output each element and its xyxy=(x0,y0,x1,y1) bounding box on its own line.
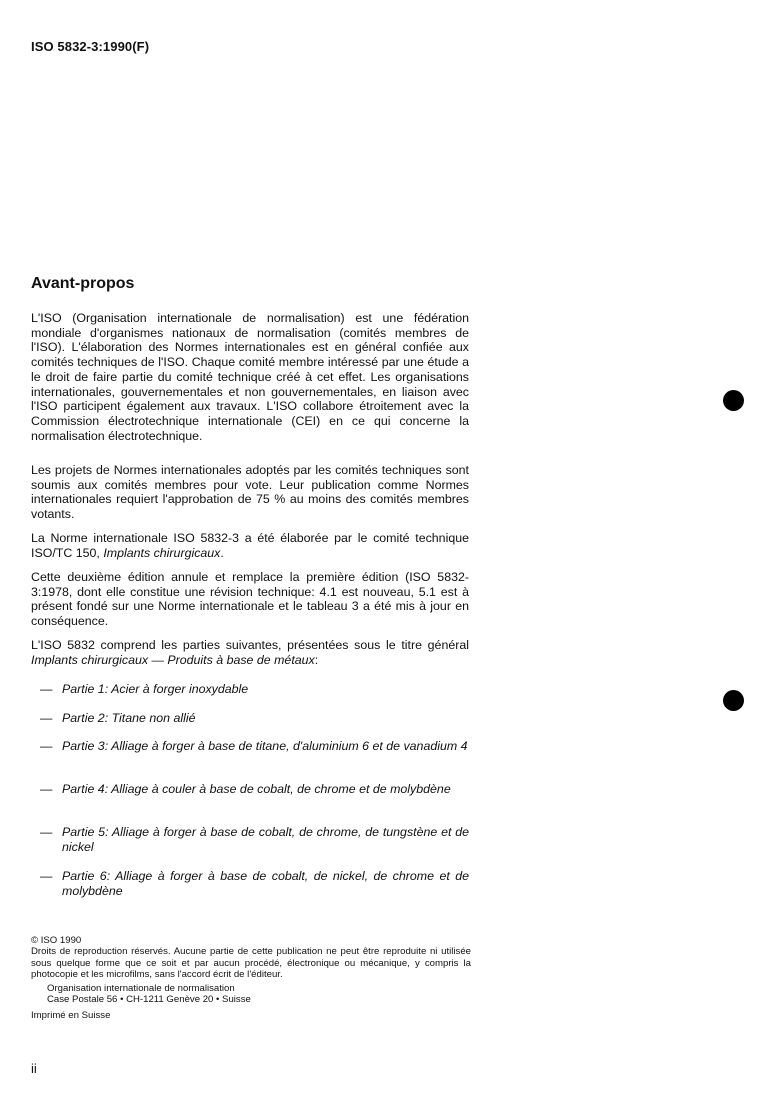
list-dash: — xyxy=(40,782,53,796)
binding-hole-icon xyxy=(723,390,744,411)
list-item-text: Partie 6: Alliage à forger à base de cobalt, de nickel, de chrome et de molybdène xyxy=(62,869,469,898)
copyright-block xyxy=(31,935,471,980)
paragraph-3: La Norme internationale ISO 5832-3 a été élaborée par le comité technique ISO/TC 150, Implants chirurgicaux. xyxy=(31,531,469,560)
list-item-text: Partie 2: Titane non allié xyxy=(62,711,196,725)
list-item-text: Partie 1: Acier à forger inoxydable xyxy=(62,682,249,696)
list-dash: — xyxy=(40,869,53,883)
organization-address xyxy=(47,983,251,1006)
list-dash: — xyxy=(40,711,53,725)
list-dash: — xyxy=(40,682,53,696)
list-dash: — xyxy=(40,739,53,753)
page-number: ii xyxy=(31,1061,37,1076)
paragraph-4: Cette deuxième édition annule et remplace la première édition (ISO 5832-3:1978, dont elle constitue une révision technique: 4.1 est nouveau, 5.1 est à présent fondé sur une Norme internationale et le tableau 3 a été mis à jour en conséquence. xyxy=(31,570,469,629)
paragraph-5: L'ISO 5832 comprend les parties suivantes, présentées sous le titre général Implants chirurgicaux — Produits à base de métaux: xyxy=(31,638,469,667)
binding-hole-icon xyxy=(723,690,744,711)
printed-in: Imprimé en Suisse xyxy=(31,1010,111,1021)
list-item-text: Partie 5: Alliage à forger à base de cobalt, de chrome, de tungstène et de nickel xyxy=(62,825,469,854)
list-item-text: Partie 4: Alliage à couler à base de cobalt, de chrome et de molybdène xyxy=(62,782,451,796)
paragraph-1: L'ISO (Organisation internationale de normalisation) est une fédération mondiale d'organismes nationaux de normalisation (comités membres de l'ISO). L'élaboration des Normes internationales est en général confiée aux comités techniques de l'ISO. Chaque comité membre intéressé par une étude a le droit de faire partie du comité technique créé à cet effet. Les organisations internationales, gouvernementales et non gouvernementales, en liaison avec l'ISO participent également aux travaux. L'ISO collabore étroitement avec la Commission électrotechnique internationale (CEI) en ce qui concerne la normalisation électrotechnique. xyxy=(31,311,469,443)
document-id: ISO 5832-3:1990(F) xyxy=(31,39,150,54)
rights-statement: Droits de reproduction réservés. Aucune partie de cette publication ne peut être reproduite ni utilisée sous quelque forme que ce soit et par aucun procédé, électronique ou mécanique, y compris la photocopie et les microfilms, sans l'accord écrit de l'éditeur. xyxy=(31,946,471,980)
org-postal: Case Postale 56 • CH-1211 Genève 20 • Suisse xyxy=(47,994,251,1006)
org-name: Organisation internationale de normalisation xyxy=(47,983,235,994)
paragraph-2: Les projets de Normes internationales adoptés par les comités techniques sont soumis aux comités membres pour vote. Leur publication comme Normes internationales requiert l'approbation de 75 % au moins des comités membres votants. xyxy=(31,463,469,522)
list-dash: — xyxy=(40,825,53,839)
page-title: Avant-propos xyxy=(31,275,135,292)
copyright-notice: © ISO 1990 xyxy=(31,935,82,946)
list-item-text: Partie 3: Alliage à forger à base de titane, d'aluminium 6 et de vanadium 4 xyxy=(62,739,468,753)
